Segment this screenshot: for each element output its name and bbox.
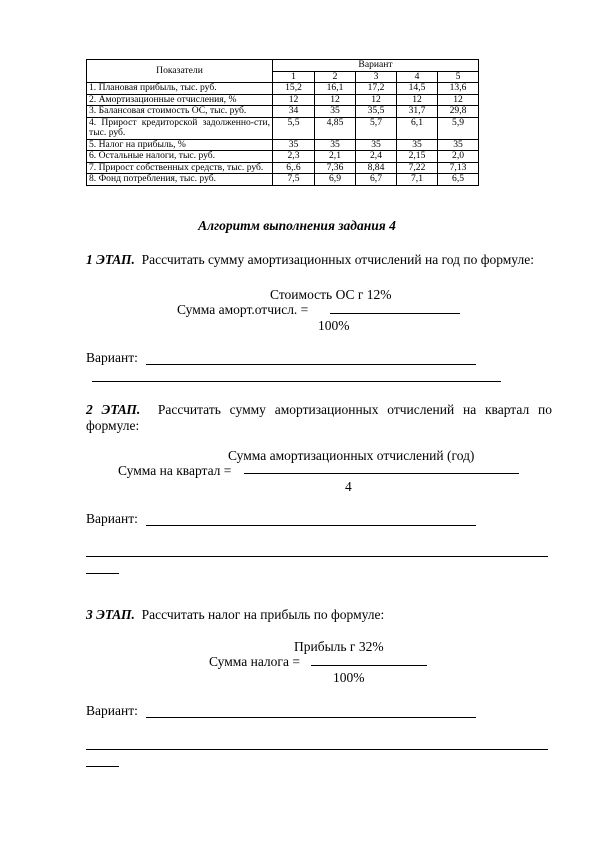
- cell-value: 7,5: [273, 174, 315, 186]
- cell-value: 12: [356, 94, 397, 106]
- table-row: [87, 151, 479, 163]
- stage-1-variant-label: Вариант:: [86, 350, 138, 365]
- table-row: [87, 174, 479, 186]
- cell-value: 2,15: [397, 151, 438, 163]
- cell-value: 29,8: [438, 106, 479, 118]
- stage-3-answer-line[interactable]: [86, 766, 119, 767]
- table-row: [87, 94, 479, 106]
- cell-value: 4,85: [315, 117, 356, 139]
- cell-value: 2,3: [273, 151, 315, 163]
- stage-1-fraction-bar: [330, 313, 460, 314]
- stage-1-lhs: Сумма аморт.отчисл. =: [177, 302, 309, 317]
- cell-value: 7,36: [315, 162, 356, 174]
- cell-value: 2,4: [356, 151, 397, 163]
- cell-value: 7,1: [397, 174, 438, 186]
- stage-2-lhs: Сумма на квартал =: [118, 463, 232, 478]
- stage-3-numerator: Прибыль г 32%: [294, 639, 384, 654]
- cell-value: 13,6: [438, 83, 479, 95]
- cell-value: 5,9: [438, 117, 479, 139]
- row-label: 2. Амортизационные отчисления, %: [87, 94, 273, 106]
- variant-number: 3: [356, 71, 397, 83]
- stage-2-denominator: 4: [345, 479, 352, 494]
- cell-value: 35: [273, 139, 315, 151]
- stage-1-numerator: Стоимость ОС г 12%: [270, 287, 392, 302]
- cell-value: 7,13: [438, 162, 479, 174]
- stage-1-answer-line[interactable]: [92, 381, 501, 382]
- variant-number: 2: [315, 71, 356, 83]
- cell-value: 5,5: [273, 117, 315, 139]
- variant-number: 1: [273, 71, 315, 83]
- row-label: 3. Балансовая стоимость ОС, тыс. руб.: [87, 106, 273, 118]
- cell-value: 35: [315, 139, 356, 151]
- stage-2-answer-line[interactable]: [86, 556, 548, 557]
- variant-number: 5: [438, 71, 479, 83]
- stage-1-text: Рассчитать сумму амортизационных отчислений на год по формуле:: [141, 252, 534, 267]
- stage-3-heading: [86, 607, 552, 623]
- cell-value: 6,9: [315, 174, 356, 186]
- stage-2-fraction-bar: [244, 473, 519, 474]
- stage-3-variant-label: Вариант:: [86, 703, 138, 718]
- stage-2-answer-line[interactable]: [86, 573, 119, 574]
- table-row: [87, 83, 479, 95]
- table-row: [87, 139, 479, 151]
- stage-3-label: 3 ЭТАП.: [86, 607, 135, 622]
- table-row: [87, 162, 479, 174]
- cell-value: 12: [315, 94, 356, 106]
- stage-3-answer-line[interactable]: [86, 749, 548, 750]
- cell-value: 5,7: [356, 117, 397, 139]
- cell-value: 7,22: [397, 162, 438, 174]
- cell-value: 2,0: [438, 151, 479, 163]
- header-variant: Вариант: [273, 60, 479, 72]
- stage-1-heading: [86, 252, 552, 268]
- stage-2-variant-label: Вариант:: [86, 511, 138, 526]
- variant-number: 4: [397, 71, 438, 83]
- stage-2-answer-line[interactable]: [146, 525, 476, 526]
- cell-value: 8,84: [356, 162, 397, 174]
- stage-3-denominator: 100%: [333, 670, 365, 685]
- cell-value: 35: [397, 139, 438, 151]
- header-indicators: Показатели: [87, 60, 273, 83]
- stage-1-answer-line[interactable]: [146, 364, 476, 365]
- cell-value: 6,7: [356, 174, 397, 186]
- cell-value: 16,1: [315, 83, 356, 95]
- table-row: [87, 106, 479, 118]
- stage-3-fraction-bar: [311, 665, 427, 666]
- stage-1-denominator: 100%: [318, 318, 350, 333]
- stage-1-label: 1 ЭТАП.: [86, 252, 135, 267]
- stage-2-text: Рассчитать сумму амортизационных отчислений на квартал по формуле:: [86, 402, 552, 433]
- cell-value: 31,7: [397, 106, 438, 118]
- stage-2-numerator: Сумма амортизационных отчислений (год): [228, 448, 475, 463]
- indicators-table: [86, 59, 479, 186]
- row-label: 7. Прирост собственных средств, тыс. руб.: [87, 162, 273, 174]
- cell-value: 14,5: [397, 83, 438, 95]
- cell-value: 6,5: [438, 174, 479, 186]
- cell-value: 12: [273, 94, 315, 106]
- cell-value: 12: [438, 94, 479, 106]
- cell-value: 2,1: [315, 151, 356, 163]
- cell-value: 6,1: [397, 117, 438, 139]
- row-label: 8. Фонд потребления, тыс. руб.: [87, 174, 273, 186]
- stage-3-text: Рассчитать налог на прибыль по формуле:: [141, 607, 385, 622]
- cell-value: 17,2: [356, 83, 397, 95]
- cell-value: 35,5: [356, 106, 397, 118]
- cell-value: 15,2: [273, 83, 315, 95]
- stage-2-heading: [86, 402, 552, 434]
- row-label: 1. Плановая прибыль, тыс. руб.: [87, 83, 273, 95]
- row-label: 5. Налог на прибыль, %: [87, 139, 273, 151]
- stage-2-label: 2 ЭТАП.: [86, 402, 141, 417]
- cell-value: 35: [438, 139, 479, 151]
- cell-value: 35: [315, 106, 356, 118]
- table-row: [87, 117, 479, 139]
- row-label: 6. Остальные налоги, тыс. руб.: [87, 151, 273, 163]
- row-label: 4. Прирост кредиторской задолженно-сти, тыс. руб.: [87, 117, 273, 139]
- cell-value: 34: [273, 106, 315, 118]
- stage-3-answer-line[interactable]: [146, 717, 476, 718]
- cell-value: 6,.6: [273, 162, 315, 174]
- cell-value: 35: [356, 139, 397, 151]
- algorithm-title: Алгоритм выполнения задания 4: [198, 218, 396, 233]
- stage-3-lhs: Сумма налога =: [209, 654, 300, 669]
- cell-value: 12: [397, 94, 438, 106]
